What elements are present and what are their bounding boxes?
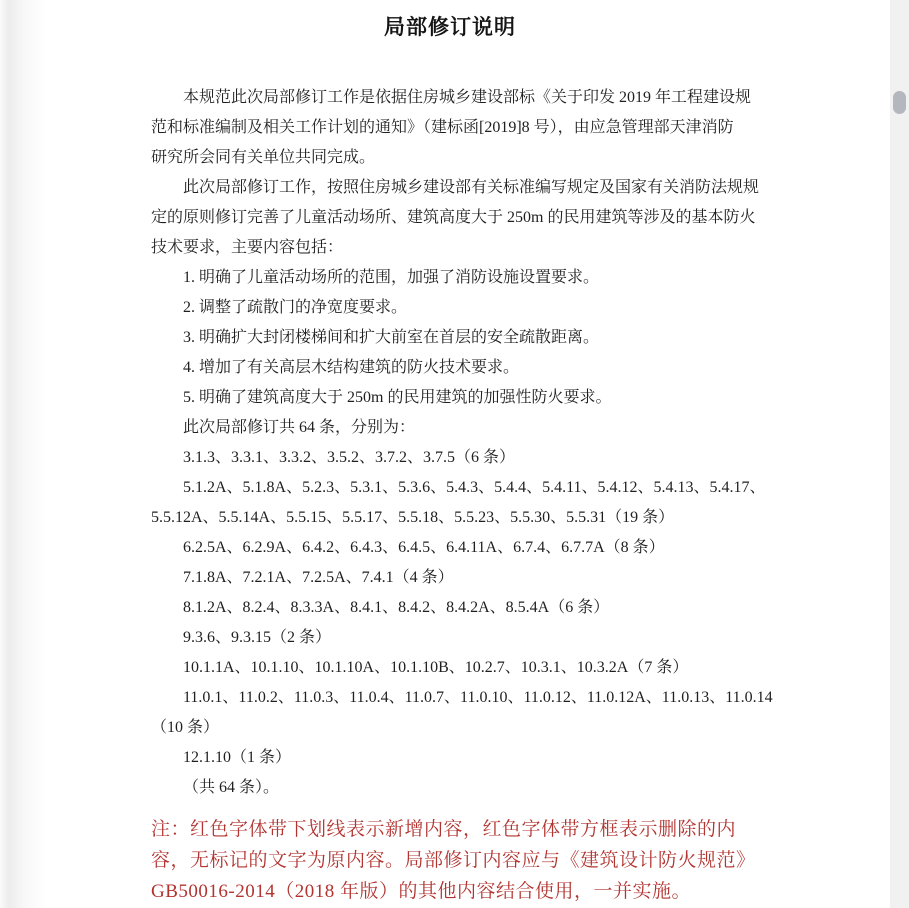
clause-line: （共 64 条）。 [183, 779, 280, 796]
clause-line: 5.5.12A、5.5.14A、5.5.15、5.5.17、5.5.18、5.5.23、5.5.30、5.5.31（19 条） [151, 509, 675, 526]
note-line: 容，无标记的文字为原内容。局部修订内容应与《建筑设计防火规范》 [151, 850, 756, 871]
clause-line: 12.1.10（1 条） [183, 749, 292, 766]
clause-line: 11.0.1、11.0.2、11.0.3、11.0.4、11.0.7、11.0.10、11.0.12、11.0.12A、11.0.13、11.0.14 [183, 689, 773, 706]
list-item: 1. 明确了儿童活动场所的范围，加强了消防设施设置要求。 [183, 269, 600, 286]
clause-line: 6.2.5A、6.2.9A、6.4.2、6.4.3、6.4.5、6.4.11A、6.7.4、6.7.7A（8 条） [183, 539, 665, 556]
paragraph-scope [151, 173, 760, 263]
note-line: 注：红色字体带下划线表示新增内容，红色字体带方框表示删除的内 [151, 819, 737, 840]
paragraph-intro [151, 83, 752, 173]
clause-intro: 此次局部修订共 64 条，分别为： [183, 419, 416, 436]
scrollbar-track[interactable] [890, 0, 909, 908]
document-content [151, 13, 773, 907]
page-title: 局部修订说明 [384, 16, 516, 39]
clause-line: 5.1.2A、5.1.8A、5.2.3、5.3.1、5.3.6、5.4.3、5.4.4、5.4.11、5.4.12、5.4.13、5.4.17、 [183, 479, 766, 496]
list-item: 4. 增加了有关高层木结构建筑的防火技术要求。 [183, 359, 520, 376]
clause-line: （10 条） [151, 719, 220, 736]
clause-line: 8.1.2A、8.2.4、8.3.3A、8.4.1、8.4.2、8.4.2A、8.5.4A（6 条） [183, 599, 610, 616]
clause-line: 10.1.1A、10.1.10、10.1.10A、10.1.10B、10.2.7、10.3.1、10.3.2A（7 条） [183, 659, 689, 676]
paragraph-line: 范和标准编制及相关工作计划的通知》（建标函[2019]8 号），由应急管理部天津消防 [151, 119, 734, 136]
clause-line: 3.1.3、3.3.1、3.3.2、3.5.2、3.7.2、3.7.5（6 条） [183, 449, 516, 466]
paragraph-line: 本规范此次局部修订工作是依据住房城乡建设部标《关于印发 2019 年工程建设规 [183, 89, 752, 106]
list-item: 3. 明确扩大封闭楼梯间和扩大前室在首层的安全疏散距离。 [183, 329, 600, 346]
numbered-list [151, 263, 749, 413]
document-body [151, 83, 773, 803]
scrollbar-thumb[interactable] [893, 91, 906, 114]
paragraph-line: 此次局部修订工作，按照住房城乡建设部有关标准编写规定及国家有关消防法规规 [183, 179, 760, 196]
paragraph-line: 定的原则修订完善了儿童活动场所、建筑高度大于 250m 的民用建筑等涉及的基本防火 [151, 209, 756, 226]
page-edge-shadow [0, 0, 46, 908]
paragraph-line: 研究所会同有关单位共同完成。 [151, 149, 376, 166]
paragraph-line: 技术要求，主要内容包括： [151, 239, 344, 256]
revision-note [151, 814, 756, 907]
list-item: 2. 调整了疏散门的净宽度要求。 [183, 299, 408, 316]
clause-line: 9.3.6、9.3.15（2 条） [183, 629, 332, 646]
clause-line: 7.1.8A、7.2.1A、7.2.5A、7.4.1（4 条） [183, 569, 454, 586]
list-item: 5. 明确了建筑高度大于 250m 的民用建筑的加强性防火要求。 [183, 389, 612, 406]
clause-list [151, 413, 773, 803]
note-line: GB50016-2014（2018 年版）的其他内容结合使用，一并实施。 [151, 881, 691, 902]
